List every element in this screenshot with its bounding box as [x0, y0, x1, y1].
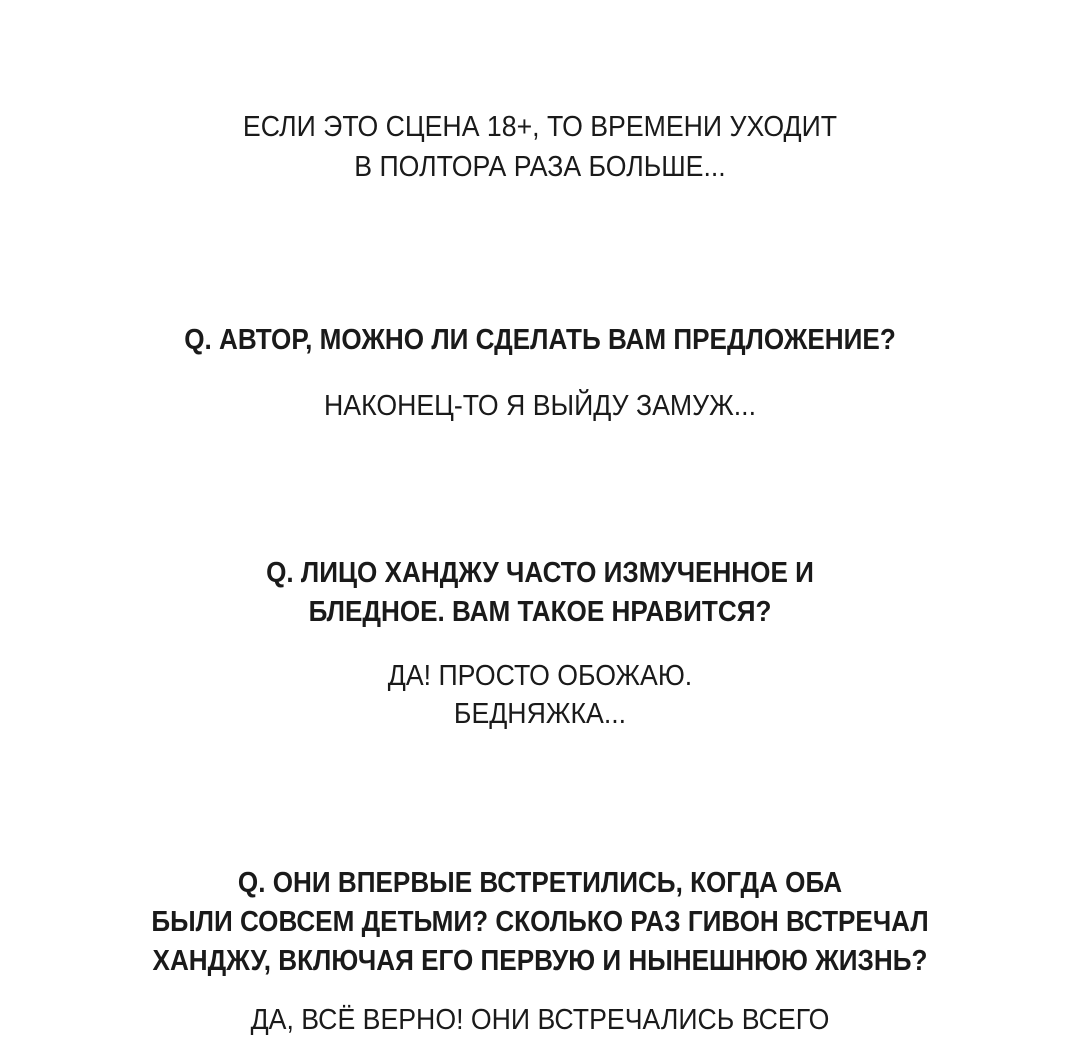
- answer-text: НАКОНЕЦ-ТО Я ВЫЙДУ ЗАМУЖ...: [324, 390, 756, 422]
- question-text: Q. ОНИ ВПЕРВЫЕ ВСТРЕТИЛИСЬ, КОГДА ОБА: [237, 867, 843, 899]
- answer-text: В ПОЛТОРА РАЗА БОЛЬШЕ...: [354, 151, 726, 183]
- question-text: БЫЛИ СОВСЕМ ДЕТЬМИ? СКОЛЬКО РАЗ ГИВОН ВСТРЕЧАЛ: [151, 906, 929, 938]
- answer-text: БЕДНЯЖКА...: [453, 698, 627, 730]
- question-text: Q. ЛИЦО ХАНДЖУ ЧАСТО ИЗМУЧЕННОЕ И: [266, 557, 814, 589]
- answer-text: ЕСЛИ ЭТО СЦЕНА 18+, ТО ВРЕМЕНИ УХОДИТ: [242, 111, 838, 143]
- answer-text: ДА, ВСЁ ВЕРНО! ОНИ ВСТРЕЧАЛИСЬ ВСЕГО: [250, 1004, 830, 1036]
- question-text: БЛЕДНОЕ. ВАМ ТАКОЕ НРАВИТСЯ?: [308, 596, 772, 628]
- question-text: Q. АВТОР, МОЖНО ЛИ СДЕЛАТЬ ВАМ ПРЕДЛОЖЕНИЕ?: [184, 324, 896, 356]
- answer-text: ДА! ПРОСТО ОБОЖАЮ.: [387, 660, 693, 692]
- question-text: ХАНДЖУ, ВКЛЮЧАЯ ЕГО ПЕРВУЮ И НЫНЕШНЮЮ ЖИЗНЬ?: [152, 945, 928, 977]
